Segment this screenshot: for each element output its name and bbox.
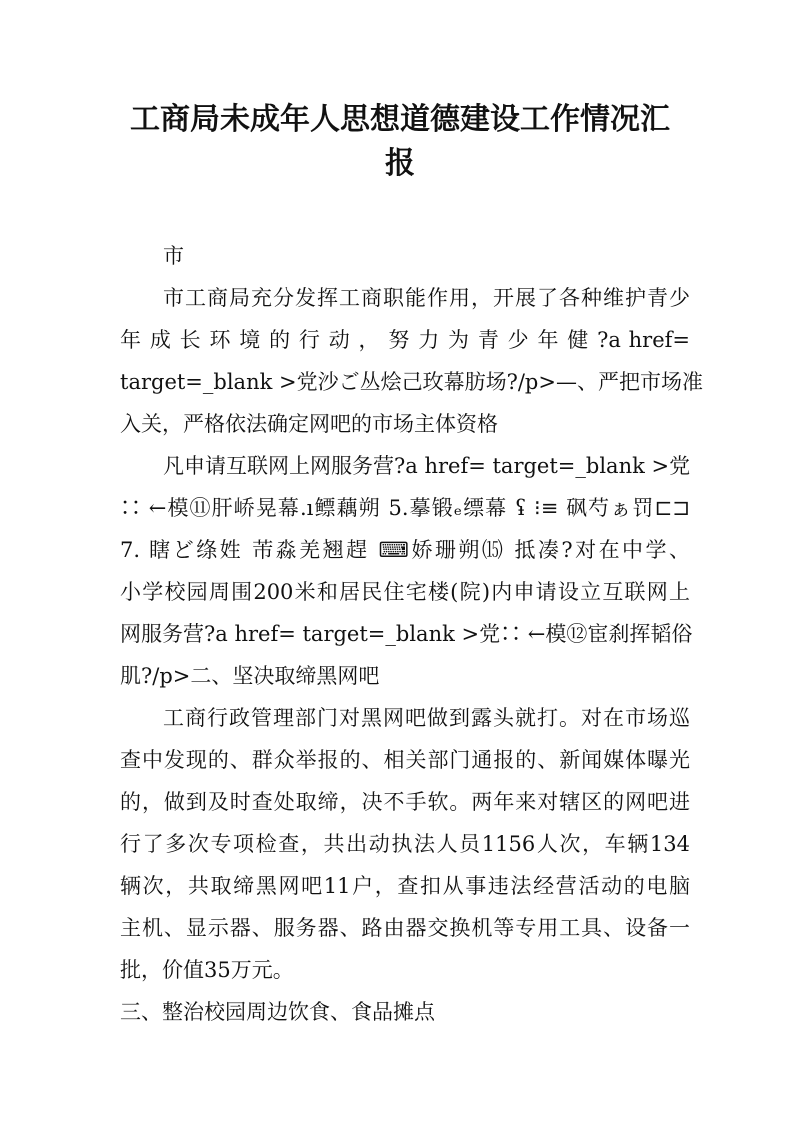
text-line: 市工商局充分发挥工商职能作用，开展了各种维护青少	[163, 286, 690, 310]
text-line: 凡申请互联网上网服务营?a href= target=_blank >党	[163, 454, 691, 478]
text-line: 7. 瞎ど绦姓 芾淼羌翘趕 ⌨娇珊朔⒂ 抵凑?对在中学、	[120, 538, 690, 562]
text-line: 工商行政管理部门对黑网吧做到露头就打。对在市场巡	[163, 706, 690, 730]
document-title-line-1: 工商局未成年人思想道德建设工作情况汇	[130, 102, 670, 137]
text-line: 网服务营?a href= target=_blank >党∷ ←模⑫宦刹挥韬俗	[120, 622, 693, 646]
text-line: 行了多次专项检查，共出动执法人员1156人次，车辆134	[120, 832, 690, 856]
text-line: 市	[163, 244, 184, 268]
text-line: 主机、显示器、服务器、路由器交换机等专用工具、设备一	[120, 916, 690, 940]
document-title-line-2: 报	[385, 146, 415, 181]
text-line: 辆次，共取缔黑网吧11户，查扣从事违法经营活动的电脑	[120, 874, 690, 898]
text-line: 批，价值35万元。	[120, 958, 294, 982]
text-line: ∷ ←模⑪肝峤晃幕.ı鳔藕朔 5.摹锻ₑ缥幕 ʢ ⁝≡ 砜芍ぁ罚⊏⊐	[120, 496, 690, 520]
text-line: target=_blank >党沙ご丛烩己玫幕肪场?/p>—、严把市场准	[120, 370, 703, 394]
text-line: 肌?/p>二、坚决取缔黑网吧	[120, 664, 380, 688]
text-line: 的，做到及时查处取缔，决不手软。两年来对辖区的网吧进	[120, 790, 690, 814]
text-line: 年 成 长 环 境 的 行 动 ， 努 力 为 青 少 年 健 ?a href=	[120, 328, 690, 352]
text-line: 查中发现的、群众举报的、相关部门通报的、新闻媒体曝光	[120, 748, 690, 772]
text-line: 入关，严格依法确定网吧的市场主体资格	[120, 412, 498, 436]
text-line: 小学校园周围200米和居民住宅楼(院)内申请设立互联网上	[120, 580, 690, 604]
section-heading: 三、整治校园周边饮食、食品摊点	[120, 1000, 435, 1024]
